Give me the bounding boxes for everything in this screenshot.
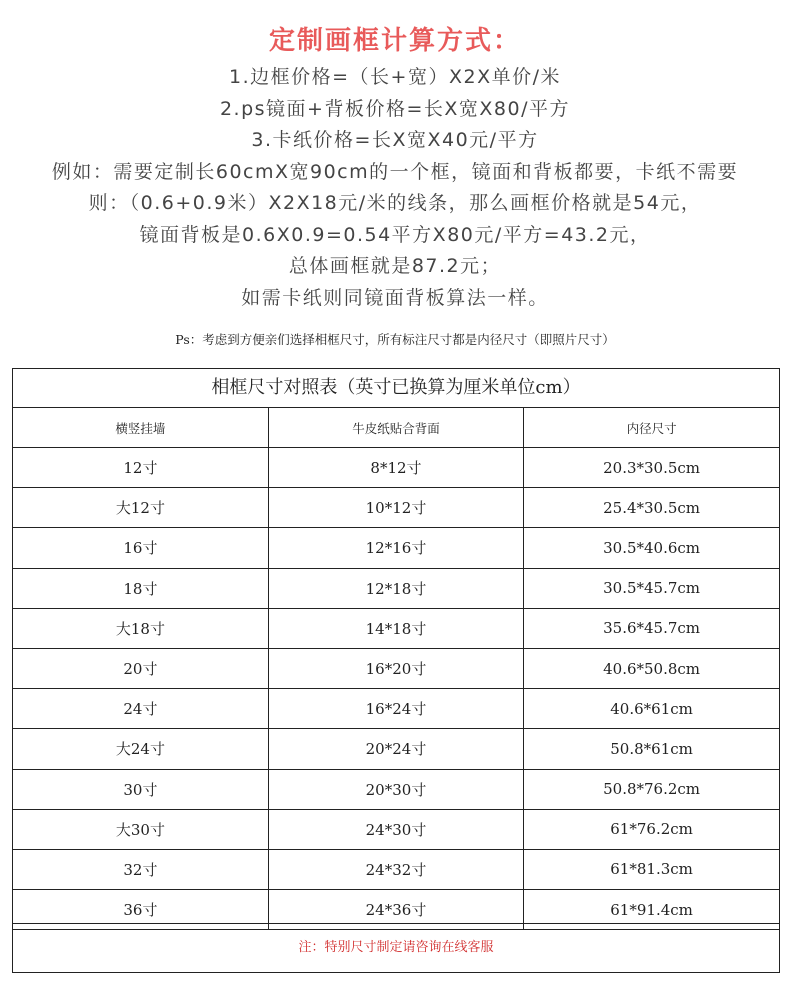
table-header-row — [13, 408, 779, 448]
table-cell: 25.4*30.5cm — [524, 488, 779, 528]
page-title: 定制画框计算方式： — [268, 26, 521, 56]
table-cell: 50.8*76.2cm — [524, 769, 779, 809]
table-caption: 相框尺寸对照表（英寸已换算为厘米单位cm） — [13, 369, 779, 408]
table-cell: 30.5*45.7cm — [524, 568, 779, 608]
table-cell: 12*16寸 — [268, 528, 523, 568]
table-cell: 40.6*50.8cm — [524, 648, 779, 688]
example-line: 镜面背板是0.6X0.9=0.54平方X80元/平方=43.2元， — [139, 223, 651, 246]
table-cell: 61*76.2cm — [524, 809, 779, 849]
table-cell: 61*91.4cm — [524, 890, 779, 930]
table-row — [13, 689, 779, 729]
table-cell: 30寸 — [13, 769, 268, 809]
table-cell: 12*18寸 — [268, 568, 523, 608]
table-cell: 20.3*30.5cm — [524, 448, 779, 488]
table-cell: 24寸 — [13, 689, 268, 729]
table-cell: 大24寸 — [13, 729, 268, 769]
instruction-line: 2.ps镜面+背板价格=长X宽X80/平方 — [219, 97, 571, 120]
table-row — [13, 729, 779, 769]
example-line: 总体画框就是87.2元； — [288, 255, 502, 277]
table-cell: 8*12寸 — [268, 448, 523, 488]
table-cell: 16*24寸 — [268, 689, 523, 729]
table-row — [13, 488, 779, 528]
table-cell: 32寸 — [13, 849, 268, 889]
table-cell: 大30寸 — [13, 809, 268, 849]
table-cell: 61*81.3cm — [524, 849, 779, 889]
table-cell: 35.6*45.7cm — [524, 608, 779, 648]
table-cell: 16*20寸 — [268, 648, 523, 688]
table-row — [13, 809, 779, 849]
table-cell: 16寸 — [13, 528, 268, 568]
instruction-line: 3.卡纸价格=长X宽X40元/平方 — [251, 129, 539, 151]
table-row — [13, 568, 779, 608]
example-line: 例如：需要定制长60cmX宽90cm的一个框，镜面和背板都要，卡纸不需要 — [51, 160, 739, 183]
header-cell: 横竖挂墙 — [13, 408, 268, 448]
instruction-line: 1.边框价格=（长+宽）X2X单价/米 — [229, 66, 561, 88]
table-row — [13, 849, 779, 889]
table-cell: 14*18寸 — [268, 608, 523, 648]
table-row — [13, 608, 779, 648]
table-cell: 24*32寸 — [268, 849, 523, 889]
ps-note: Ps：考虑到方便亲们选择相框尺寸，所有标注尺寸都是内径尺寸（即照片尺寸） — [175, 332, 615, 347]
size-grid — [13, 408, 779, 930]
table-cell: 大18寸 — [13, 608, 268, 648]
header-cell: 内径尺寸 — [524, 408, 779, 448]
table-cell: 大12寸 — [13, 488, 268, 528]
table-cell: 50.8*61cm — [524, 729, 779, 769]
example-line: 则：（0.6+0.9米）X2X18元/米的线条，那么画框价格就是54元， — [88, 192, 702, 214]
calculation-instructions — [0, 62, 790, 314]
table-row — [13, 528, 779, 568]
size-table — [12, 368, 780, 973]
table-cell: 10*12寸 — [268, 488, 523, 528]
table-cell: 24*36寸 — [268, 890, 523, 930]
table-cell: 20*30寸 — [268, 769, 523, 809]
table-cell: 18寸 — [13, 568, 268, 608]
table-cell: 36寸 — [13, 890, 268, 930]
footer-note: 注：特别尺寸制定请咨询在线客服 — [13, 923, 779, 972]
table-cell: 30.5*40.6cm — [524, 528, 779, 568]
example-line: 如需卡纸则同镜面背板算法一样。 — [241, 286, 549, 309]
table-cell: 20*24寸 — [268, 729, 523, 769]
table-row — [13, 448, 779, 488]
header-cell: 牛皮纸贴合背面 — [268, 408, 523, 448]
table-cell: 20寸 — [13, 648, 268, 688]
table-cell: 40.6*61cm — [524, 689, 779, 729]
table-cell: 24*30寸 — [268, 809, 523, 849]
table-row — [13, 769, 779, 809]
table-row — [13, 648, 779, 688]
table-cell: 12寸 — [13, 448, 268, 488]
